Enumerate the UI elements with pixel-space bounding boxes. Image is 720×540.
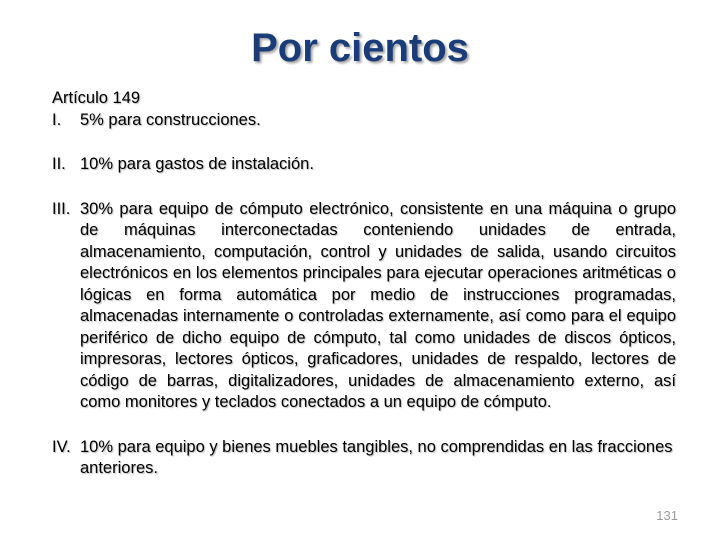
list-item	[52, 437, 676, 480]
page-number: 131	[656, 508, 678, 523]
article-heading: Artículo 149	[52, 89, 141, 107]
item-number: IV.	[52, 437, 71, 456]
spacer	[52, 131, 676, 154]
list-item	[52, 154, 676, 176]
item-text: 10% para equipo y bienes muebles tangibles, no comprendidas en las fracciones anteriores.	[80, 437, 673, 477]
slide-title: Por cientos	[251, 26, 469, 70]
spacer	[52, 414, 676, 437]
item-text: 30% para equipo de cómputo electrónico, consistente en una máquina o grupo de máquinas interconectadas conteniendo unidades de entrada, almacenamiento, computación, control y unidades de salida, usando circuitos electrónicos en los elementos principales para ejecutar operaciones aritméticas o lógicas en forma automática por medio de instrucciones programadas, almacenadas internamente o controladas externamente, así como para el equipo periférico de dicho equipo de cómputo, tal como unidades de discos ópticos, impresoras, lectores ópticos, graficadores, unidades de respaldo, lectores de código de barras, digitalizadores, unidades de almacenamiento externo, así como monitores y teclados conectados a un equipo de cómputo.	[80, 199, 676, 411]
slide-body	[52, 88, 676, 480]
item-number: II.	[52, 155, 66, 173]
item-text: 5% para construcciones.	[80, 110, 261, 129]
item-number: I.	[52, 110, 62, 129]
spacer	[52, 176, 676, 199]
list-item	[52, 199, 676, 414]
item-text: 10% para gastos de instalación.	[80, 155, 314, 173]
item-number: III.	[52, 199, 71, 218]
list-item	[52, 110, 676, 132]
